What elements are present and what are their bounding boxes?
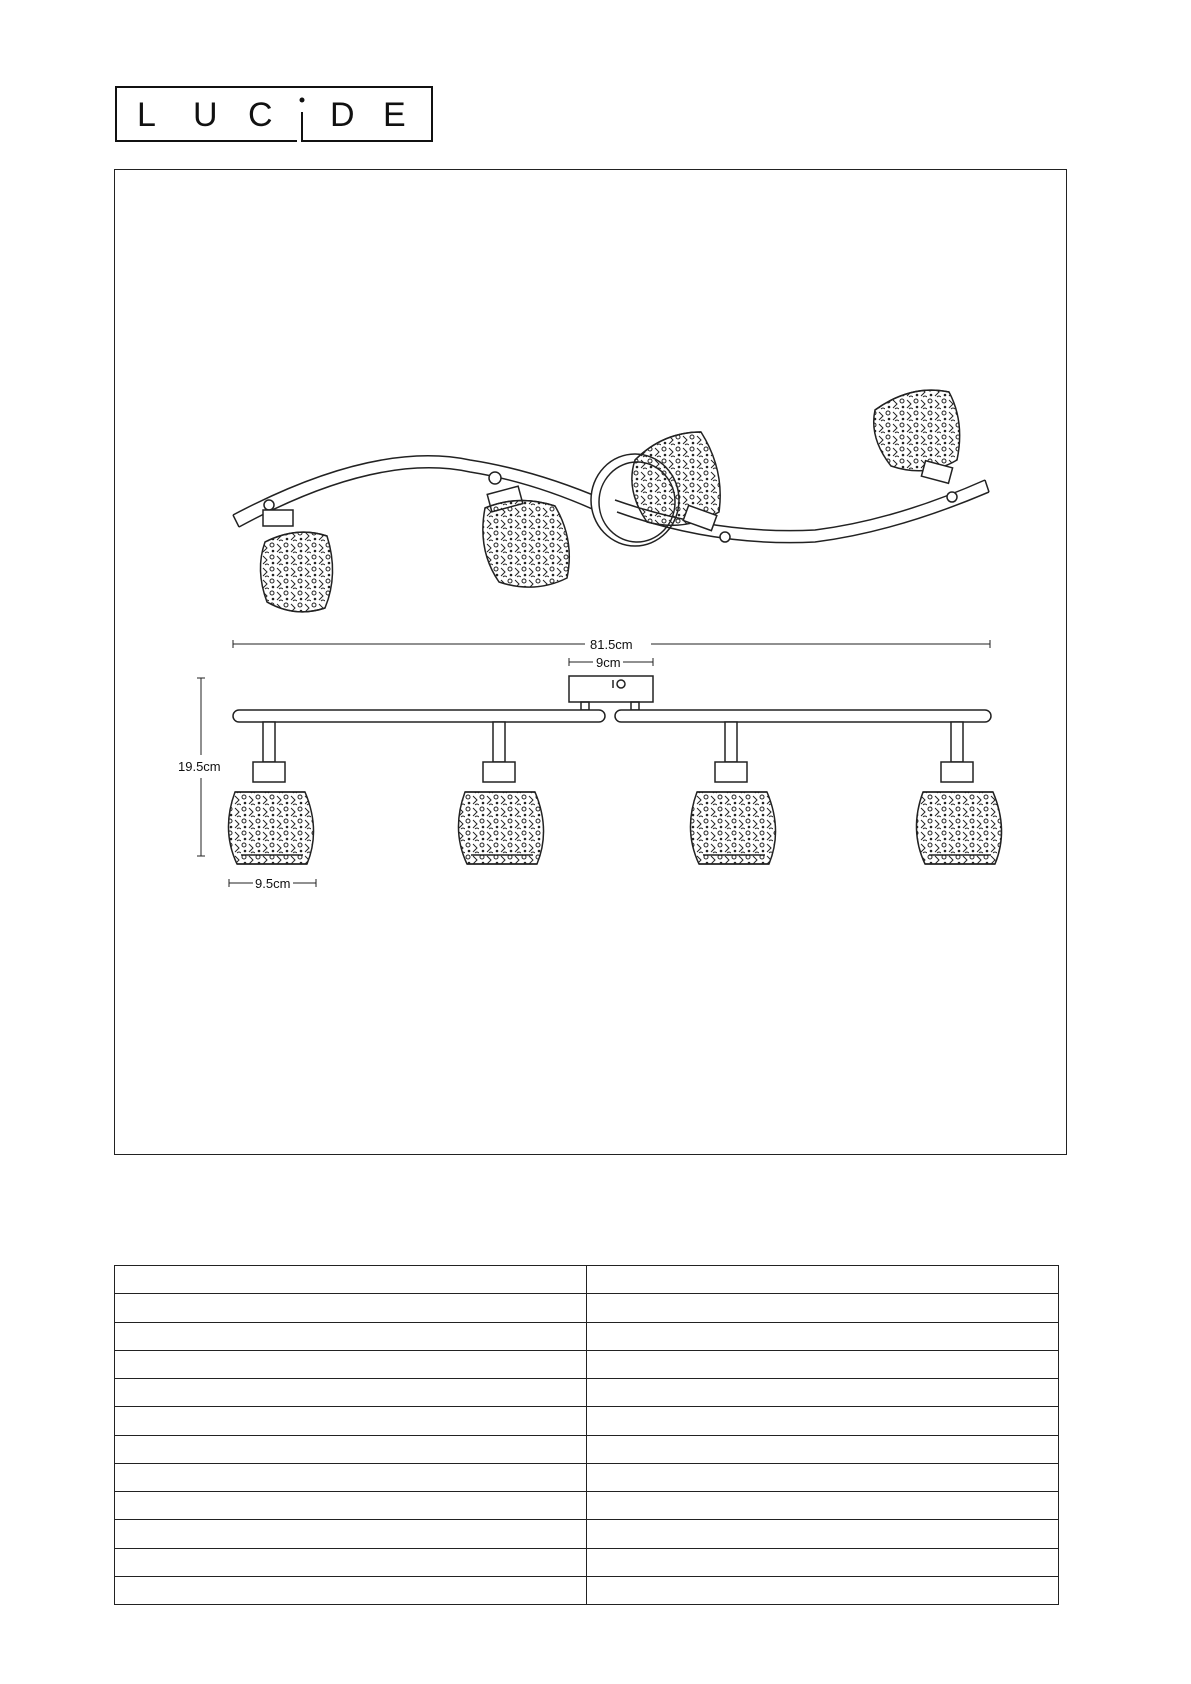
drawing-frame	[114, 169, 1067, 1155]
spec-value-cell	[587, 1463, 1059, 1491]
front-spot-4	[916, 722, 1001, 864]
dimension-shade-width-label: 9.5cm	[255, 876, 291, 891]
logo-letter-u: U	[193, 96, 218, 134]
logo-letter-c: C	[248, 96, 273, 134]
front-bar-right	[615, 710, 991, 722]
spec-label-cell	[115, 1266, 587, 1294]
logo-letter-d: D	[330, 96, 355, 134]
spec-label-cell	[115, 1379, 587, 1407]
spec-table-row	[115, 1548, 1059, 1576]
lucide-logo	[115, 86, 433, 142]
spec-label-cell	[115, 1435, 587, 1463]
spec-value-cell	[587, 1407, 1059, 1435]
spec-table-row	[115, 1266, 1059, 1294]
dimension-height-label: 19.5cm	[178, 759, 221, 774]
spec-table-row	[115, 1407, 1059, 1435]
logo-i-dot	[300, 98, 305, 103]
spec-value-cell	[587, 1576, 1059, 1604]
spec-label-cell	[115, 1322, 587, 1350]
front-canopy	[569, 676, 653, 702]
spec-label-cell	[115, 1576, 587, 1604]
spec-label-cell	[115, 1463, 587, 1491]
spec-table-row	[115, 1576, 1059, 1604]
technical-drawing	[115, 170, 1068, 1156]
spec-value-cell	[587, 1350, 1059, 1378]
front-spot-1	[228, 722, 313, 864]
dimension-base-width-label: 9cm	[596, 655, 621, 670]
specification-table	[114, 1265, 1059, 1605]
spec-table-row	[115, 1350, 1059, 1378]
spec-table-row	[115, 1435, 1059, 1463]
front-view	[228, 676, 1001, 864]
perspective-spot-3	[632, 432, 720, 531]
front-spot-3	[690, 722, 775, 864]
spec-label-cell	[115, 1294, 587, 1322]
spec-value-cell	[587, 1435, 1059, 1463]
spec-table-row	[115, 1322, 1059, 1350]
specification-table-body	[115, 1266, 1059, 1605]
spec-table-row	[115, 1294, 1059, 1322]
spec-value-cell	[587, 1322, 1059, 1350]
spec-value-cell	[587, 1548, 1059, 1576]
spec-table-row	[115, 1379, 1059, 1407]
spec-value-cell	[587, 1266, 1059, 1294]
spec-value-cell	[587, 1294, 1059, 1322]
dimension-total-length-label: 81.5cm	[590, 637, 633, 652]
spec-label-cell	[115, 1350, 587, 1378]
perspective-spot-2	[483, 486, 569, 587]
perspective-view	[233, 390, 989, 612]
logo-letter-l: L	[137, 96, 156, 134]
perspective-spot-4	[874, 390, 960, 483]
spec-table-row	[115, 1492, 1059, 1520]
spec-value-cell	[587, 1520, 1059, 1548]
front-spot-2	[458, 722, 543, 864]
spec-label-cell	[115, 1492, 587, 1520]
spec-label-cell	[115, 1548, 587, 1576]
perspective-spot-1	[260, 510, 332, 612]
spec-table-row	[115, 1463, 1059, 1491]
spec-table-row	[115, 1520, 1059, 1548]
spec-label-cell	[115, 1407, 587, 1435]
spec-value-cell	[587, 1379, 1059, 1407]
spec-label-cell	[115, 1520, 587, 1548]
spec-value-cell	[587, 1492, 1059, 1520]
logo-letter-e: E	[383, 96, 406, 134]
front-bar-left	[233, 710, 605, 722]
